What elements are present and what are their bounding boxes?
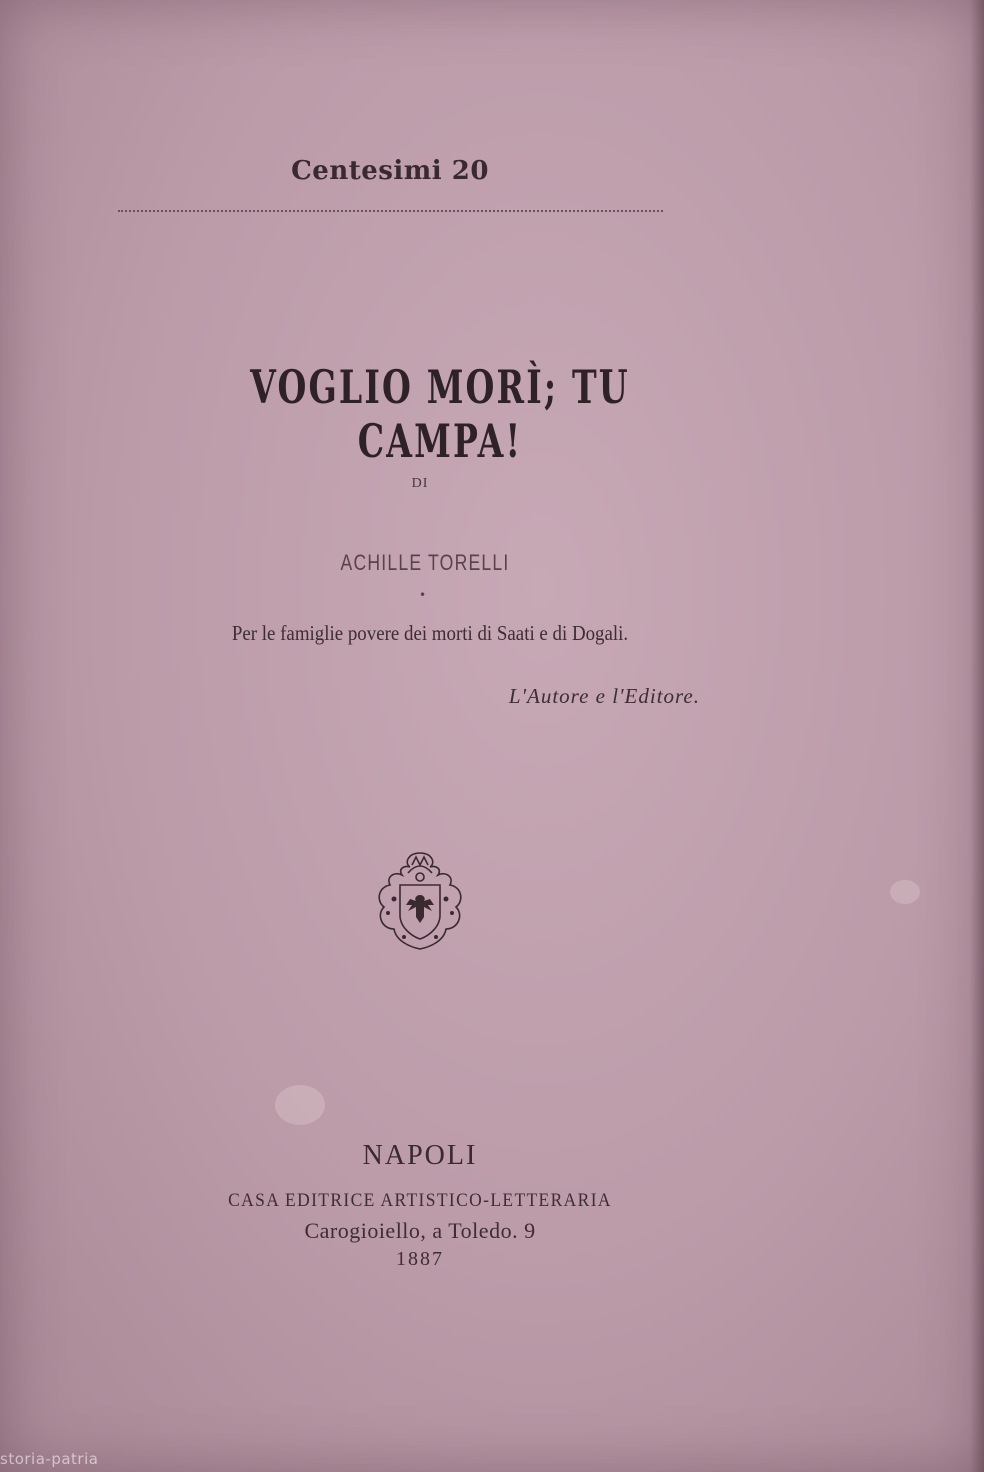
by-label: DI xyxy=(411,476,429,491)
signoff-line: L'Autore e l'Editore. xyxy=(508,684,700,708)
book-title: VOGLIO MORÌ; TU CAMPA! xyxy=(250,360,630,468)
publisher-address: Carogioiello, a Toledo. 9 xyxy=(304,1218,536,1243)
dotted-divider xyxy=(118,210,663,212)
publication-place: NAPOLI xyxy=(362,1140,478,1171)
paper-stain xyxy=(890,880,920,904)
author-name: ACHILLE TORELLI xyxy=(340,550,510,575)
page-edge-shadow xyxy=(970,0,984,1472)
dedication-line: Per le famiglie povere dei morti di Saati e di Dogali. xyxy=(231,621,629,645)
publisher-name: CASA EDITRICE ARTISTICO-LETTERARIA xyxy=(228,1190,612,1211)
ornament-mark: • xyxy=(419,588,427,602)
price-label: Centesimi 20 xyxy=(291,156,489,186)
publication-year: 1887 xyxy=(396,1248,444,1270)
paper-stain xyxy=(275,1085,325,1125)
watermark-text: storia-patria xyxy=(0,1450,99,1468)
coat-of-arms-emblem xyxy=(364,845,476,957)
